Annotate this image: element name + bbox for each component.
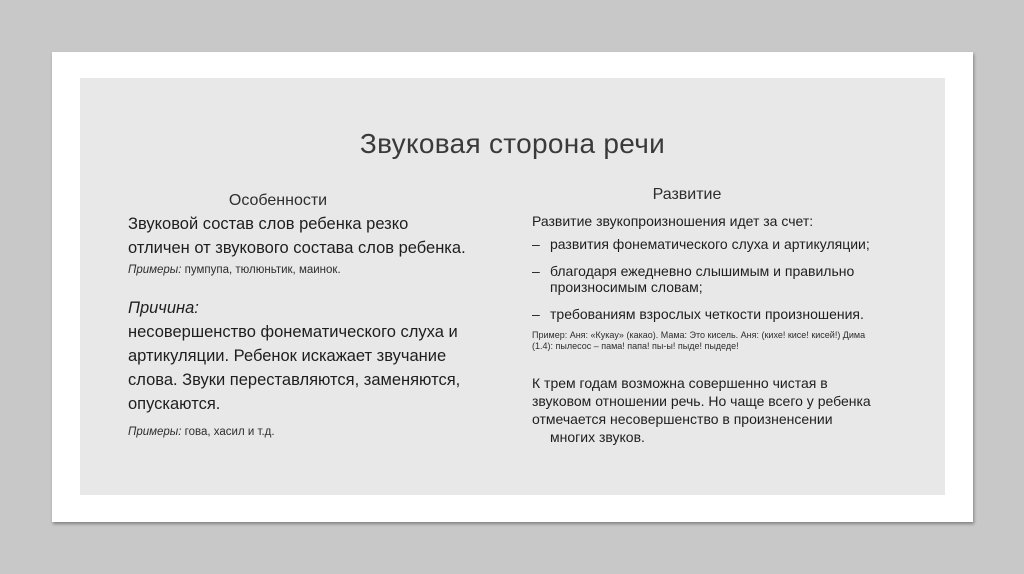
example-text: пумпупа, тюлюньтик, маинок. [181, 264, 341, 276]
conclusion-line: звуковом отношении речь. Но чаще всего у ребенка [532, 393, 871, 409]
list-item [532, 263, 922, 296]
example-line: (1.4): пылесос – пама! папа! пы-ы! пыде! пыдеде! [532, 341, 739, 351]
cause-text-line: опускаются. [128, 395, 221, 413]
list-item-text: благодаря ежедневно слышимым и правильно произносимым словам; [550, 262, 855, 295]
features-text-line: отличен от звукового состава слов ребенка. [128, 239, 466, 257]
dash-bullet: – [532, 262, 540, 279]
development-heading: Развитие [652, 186, 722, 203]
features-text-line: Звуковой состав слов ребенка резко [128, 215, 409, 233]
features-text [128, 212, 508, 260]
right-column [532, 186, 922, 446]
development-example [532, 330, 892, 352]
example-text: гова, хасил и т.д. [181, 426, 275, 438]
left-column [128, 192, 508, 440]
example-line: Пример: Аня: «Кукау» (какао). Мама: Это кисель. Аня: (кихе! кисе! кисей!) Дима [532, 330, 866, 340]
cause-text [128, 320, 508, 416]
cause-example [128, 424, 508, 440]
slide [80, 78, 945, 495]
list-item [532, 306, 922, 323]
cause-text-line: несовершенство фонематического слуха и [128, 323, 458, 341]
conclusion-line: отмечается несовершенство в произненсении [532, 411, 833, 427]
dash-bullet: – [532, 305, 540, 322]
slide-frame [52, 52, 973, 522]
conclusion-line: К трем годам возможна совершенно чистая в [532, 375, 828, 391]
conclusion-text [532, 374, 902, 446]
development-list [532, 236, 922, 322]
example-label: Примеры: [128, 426, 182, 438]
features-example [128, 262, 508, 278]
cause-text-line: слова. Звуки переставляются, заменяются, [128, 371, 461, 389]
example-label: Примеры: [128, 264, 182, 276]
cause-text-line: артикуляции. Ребенок искажает звучание [128, 347, 447, 365]
slide-title: Звуковая сторона речи [359, 128, 666, 159]
dash-bullet: – [532, 236, 540, 252]
list-item-text: развития фонематического слуха и артикуляции; [550, 236, 870, 252]
cause-label: Причина: [128, 299, 199, 317]
list-item-text: требованиям взрослых четкости произношения. [550, 305, 864, 322]
list-item [532, 236, 922, 253]
development-intro: Развитие звукопроизношения идет за счет: [532, 213, 814, 229]
conclusion-line: многих звуков. [550, 429, 645, 445]
features-heading: Особенности [228, 192, 328, 209]
